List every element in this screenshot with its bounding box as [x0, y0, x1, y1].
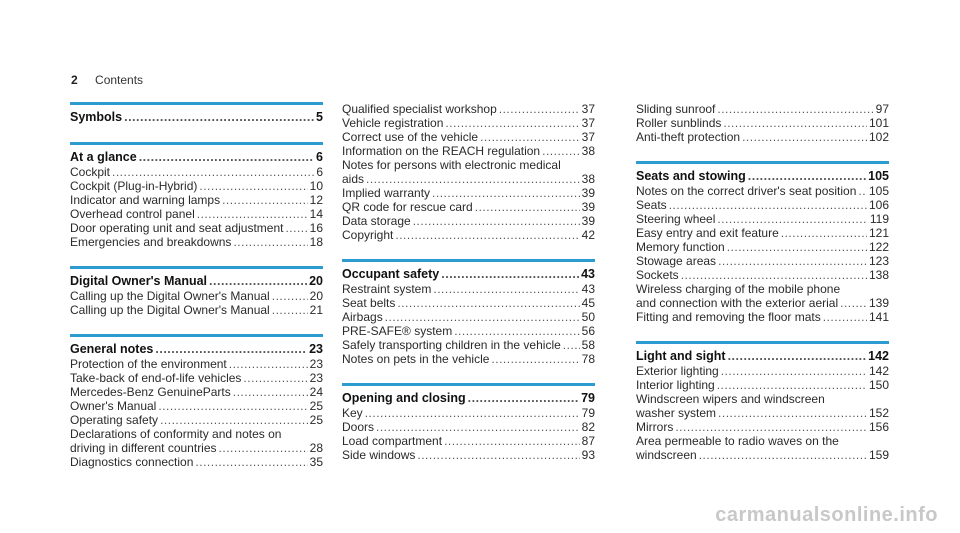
section-page: 23	[309, 342, 323, 356]
toc-entry[interactable]	[342, 186, 595, 200]
entry-page: 93	[581, 448, 595, 462]
toc-entry[interactable]	[342, 352, 595, 366]
entry-page: 97	[875, 102, 889, 116]
leader-dots	[468, 391, 579, 405]
leader-dots	[717, 378, 867, 392]
leader-dots	[365, 406, 580, 420]
section-spacer	[70, 317, 323, 334]
toc-entry[interactable]	[636, 212, 889, 226]
entry-label: Calling up the Digital Owner's Manual	[70, 289, 270, 303]
toc-entry[interactable]	[636, 268, 889, 282]
leader-dots	[727, 240, 867, 254]
entry-label: Operating safety	[70, 413, 159, 427]
entry-label: windscreen	[636, 448, 697, 462]
entry-page: 24	[309, 385, 323, 399]
toc-entry[interactable]	[636, 420, 889, 434]
entry-page: 39	[581, 200, 595, 214]
entry-page: 18	[309, 235, 323, 249]
leader-dots	[840, 296, 867, 310]
leader-dots	[491, 352, 579, 366]
entry-label: Sockets	[636, 268, 679, 282]
entry-label: Memory function	[636, 240, 725, 254]
section-title: At a glance	[70, 150, 137, 164]
entry-page: 101	[868, 116, 889, 130]
toc-section	[636, 102, 889, 144]
entry-label: Wireless charging of the mobile phone	[636, 282, 841, 296]
entry-page: 43	[581, 282, 595, 296]
entry-label: Mirrors	[636, 420, 674, 434]
section-page: 142	[868, 349, 889, 363]
leader-dots	[721, 364, 867, 378]
entry-label: aids	[342, 172, 365, 186]
section-page: 20	[309, 274, 323, 288]
section-title: Digital Owner's Manual	[70, 274, 208, 288]
toc-entry[interactable]	[636, 364, 889, 378]
leader-dots	[542, 144, 580, 158]
entry-label: Data storage	[342, 214, 411, 228]
entry-page: 138	[868, 268, 889, 282]
entry-label: Qualified specialist workshop	[342, 102, 497, 116]
entry-page: 28	[309, 441, 323, 455]
section-title: Symbols	[70, 110, 123, 124]
leader-dots	[858, 184, 867, 198]
entry-label: Safely transporting children in the vehicle	[342, 338, 561, 352]
entry-label: Emergencies and breakdowns	[70, 235, 232, 249]
toc-entry[interactable]	[342, 102, 595, 116]
toc-section	[636, 144, 889, 324]
entry-label: Owner's Manual	[70, 399, 157, 413]
toc-column-1	[70, 102, 323, 469]
entry-label: and connection with the exterior aerial	[636, 296, 839, 310]
leader-dots	[285, 221, 307, 235]
toc-entry[interactable]	[70, 303, 323, 317]
leader-dots	[718, 254, 867, 268]
section-divider	[342, 383, 595, 386]
entry-label: Take-back of end-of-life vehicles	[70, 371, 242, 385]
toc-section	[342, 102, 595, 242]
entry-label: Restraint system	[342, 282, 432, 296]
toc-entry[interactable]	[636, 296, 889, 310]
leader-dots	[155, 342, 307, 356]
entry-page: 139	[868, 296, 889, 310]
entry-label: Windscreen wipers and windscreen	[636, 392, 825, 406]
leader-dots	[742, 130, 867, 144]
leader-dots	[366, 172, 580, 186]
toc-entry[interactable]	[342, 200, 595, 214]
entry-label: Area permeable to radio waves on the	[636, 434, 839, 448]
section-page: 43	[581, 267, 595, 281]
entry-label: Load compartment	[342, 434, 443, 448]
toc-entry[interactable]	[70, 441, 323, 455]
toc-entry[interactable]	[636, 226, 889, 240]
section-divider	[636, 341, 889, 344]
leader-dots	[433, 282, 579, 296]
leader-dots	[199, 179, 307, 193]
entry-label: Easy entry and exit feature	[636, 226, 779, 240]
leader-dots	[669, 198, 867, 212]
leader-dots	[195, 455, 307, 469]
section-divider	[636, 161, 889, 164]
toc-entry[interactable]	[342, 338, 595, 352]
section-divider	[70, 142, 323, 145]
entry-label: Fitting and removing the floor mats	[636, 310, 821, 324]
entry-label: Protection of the environment	[70, 357, 227, 371]
leader-dots	[717, 102, 873, 116]
leader-dots	[681, 268, 867, 282]
entry-label: Door operating unit and seat adjustment	[70, 221, 284, 235]
section-title: Opening and closing	[342, 391, 466, 405]
leader-dots	[209, 274, 307, 288]
section-spacer	[342, 366, 595, 383]
toc-entry[interactable]	[342, 282, 595, 296]
page-header	[71, 73, 143, 87]
toc-entry[interactable]	[342, 228, 595, 242]
toc-entry[interactable]	[342, 310, 595, 324]
toc-section-heading[interactable]	[70, 342, 323, 356]
entry-page: 123	[868, 254, 889, 268]
entry-page: 156	[868, 420, 889, 434]
entry-label: washer system	[636, 406, 717, 420]
toc-entry[interactable]	[70, 289, 323, 303]
leader-dots	[413, 214, 580, 228]
toc-section-heading[interactable]	[70, 274, 323, 288]
toc-section	[70, 102, 323, 124]
entry-label: Sliding sunroof	[636, 102, 716, 116]
entry-page: 35	[309, 455, 323, 469]
toc-entry[interactable]	[70, 357, 323, 371]
toc-section	[636, 324, 889, 462]
entry-page: 21	[309, 303, 323, 317]
entry-page: 121	[868, 226, 889, 240]
toc-entry[interactable]	[342, 296, 595, 310]
entry-label: Vehicle registration	[342, 116, 444, 130]
entry-page: 141	[868, 310, 889, 324]
toc-entry[interactable]	[70, 221, 323, 235]
toc-section	[342, 242, 595, 366]
leader-dots	[197, 207, 308, 221]
entry-label: Copyright	[342, 228, 394, 242]
leader-dots	[675, 420, 867, 434]
toc-entry[interactable]	[636, 434, 889, 448]
entry-label: Notes for persons with electronic medical	[342, 158, 561, 172]
entry-label: Side windows	[342, 448, 416, 462]
toc-entry[interactable]	[636, 406, 889, 420]
leader-dots	[243, 371, 307, 385]
entry-label: Seats	[636, 198, 667, 212]
entry-page: 14	[309, 207, 323, 221]
toc-entry[interactable]	[342, 144, 595, 158]
toc-entry[interactable]	[636, 116, 889, 130]
leader-dots	[432, 186, 580, 200]
toc-section-heading[interactable]	[70, 110, 323, 124]
entry-page: 37	[581, 102, 595, 116]
toc-entry[interactable]	[70, 413, 323, 427]
entry-page: 20	[309, 289, 323, 303]
section-page: 5	[316, 110, 323, 124]
entry-page: 37	[581, 130, 595, 144]
entry-label: Indicator and warning lamps	[70, 193, 221, 207]
entry-page: 50	[581, 310, 595, 324]
toc-entry[interactable]	[342, 324, 595, 338]
toc-entry[interactable]	[70, 399, 323, 413]
entry-page: 159	[868, 448, 889, 462]
toc-section-heading[interactable]	[636, 169, 889, 183]
leader-dots	[475, 200, 580, 214]
toc-column-3	[636, 102, 889, 462]
entry-label: driving in different countries	[70, 441, 217, 455]
entry-label: Key	[342, 406, 363, 420]
section-page: 79	[581, 391, 595, 405]
entry-page: 25	[309, 399, 323, 413]
leader-dots	[158, 399, 307, 413]
toc-column-2	[342, 102, 595, 462]
toc-entry[interactable]	[70, 207, 323, 221]
toc-entry[interactable]	[342, 130, 595, 144]
leader-dots	[728, 349, 867, 363]
toc-section-heading[interactable]	[70, 150, 323, 164]
entry-label: Cockpit	[70, 165, 111, 179]
toc-entry[interactable]	[70, 371, 323, 385]
entry-page: 12	[309, 193, 323, 207]
toc-entry[interactable]	[636, 448, 889, 462]
entry-page: 23	[309, 357, 323, 371]
entry-label: Cockpit (Plug-in-Hybrid)	[70, 179, 198, 193]
toc-entry[interactable]	[636, 282, 889, 296]
entry-label: Exterior lighting	[636, 364, 719, 378]
section-page: 6	[316, 150, 323, 164]
toc-entry[interactable]	[636, 310, 889, 324]
entry-page: 58	[581, 338, 595, 352]
leader-dots	[718, 406, 867, 420]
section-divider	[70, 102, 323, 105]
entry-page: 10	[309, 179, 323, 193]
toc-entry[interactable]	[342, 420, 595, 434]
section-spacer	[342, 242, 595, 259]
entry-label: PRE-SAFE® system	[342, 324, 453, 338]
entry-page: 102	[868, 130, 889, 144]
entry-page: 42	[581, 228, 595, 242]
leader-dots	[563, 338, 580, 352]
section-title: Light and sight	[636, 349, 726, 363]
leader-dots	[385, 310, 580, 324]
entry-label: Doors	[342, 420, 375, 434]
toc-entry[interactable]	[636, 198, 889, 212]
entry-page: 6	[316, 165, 323, 179]
leader-dots	[445, 116, 579, 130]
entry-label: Stowage areas	[636, 254, 717, 268]
leader-dots	[454, 324, 579, 338]
leader-dots	[748, 169, 866, 183]
entry-page: 23	[309, 371, 323, 385]
leader-dots	[441, 267, 579, 281]
toc-entry[interactable]	[342, 406, 595, 420]
entry-label: Steering wheel	[636, 212, 716, 226]
section-title: General notes	[70, 342, 154, 356]
leader-dots	[395, 228, 579, 242]
section-page: 105	[868, 169, 889, 183]
entry-page: 45	[581, 296, 595, 310]
toc-entry[interactable]	[70, 455, 323, 469]
toc-entry[interactable]	[636, 392, 889, 406]
entry-page: 38	[581, 172, 595, 186]
toc-entry[interactable]	[70, 193, 323, 207]
toc-section-heading[interactable]	[342, 391, 595, 405]
entry-page: 152	[868, 406, 889, 420]
entry-page: 37	[581, 116, 595, 130]
entry-label: Notes on the correct driver's seat position	[636, 184, 857, 198]
leader-dots	[229, 357, 308, 371]
leader-dots	[160, 413, 308, 427]
entry-label: Information on the REACH regulation	[342, 144, 541, 158]
toc-entry[interactable]	[636, 102, 889, 116]
leader-dots	[112, 165, 314, 179]
toc-section-heading[interactable]	[342, 267, 595, 281]
toc-entry[interactable]	[636, 240, 889, 254]
entry-label: Overhead control panel	[70, 207, 195, 221]
toc-entry[interactable]	[342, 116, 595, 130]
toc-entry[interactable]	[342, 448, 595, 462]
entry-page: 16	[309, 221, 323, 235]
entry-label: QR code for rescue card	[342, 200, 473, 214]
toc-entry[interactable]	[70, 427, 323, 441]
entry-page: 39	[581, 186, 595, 200]
leader-dots	[444, 434, 580, 448]
section-spacer	[70, 125, 323, 142]
toc-entry[interactable]	[70, 235, 323, 249]
section-spacer	[70, 249, 323, 266]
page-number: 2	[71, 73, 78, 87]
toc-section	[70, 249, 323, 317]
leader-dots	[723, 116, 867, 130]
leader-dots	[272, 303, 308, 317]
toc-section	[70, 125, 323, 249]
leader-dots	[417, 448, 579, 462]
entry-page: 105	[868, 184, 889, 198]
entry-page: 87	[581, 434, 595, 448]
entry-page: 142	[868, 364, 889, 378]
entry-label: Mercedes-Benz GenuineParts	[70, 385, 231, 399]
entry-label: Correct use of the vehicle	[342, 130, 479, 144]
entry-label: Roller sunblinds	[636, 116, 722, 130]
entry-label: Implied warranty	[342, 186, 431, 200]
entry-page: 56	[581, 324, 595, 338]
leader-dots	[397, 296, 579, 310]
section-title: Occupant safety	[342, 267, 440, 281]
toc-section-heading[interactable]	[636, 349, 889, 363]
section-title: Seats and stowing	[636, 169, 746, 183]
section-spacer	[636, 144, 889, 161]
toc-section	[70, 317, 323, 469]
entry-page: 82	[581, 420, 595, 434]
leader-dots	[823, 310, 867, 324]
entry-label: Seat belts	[342, 296, 396, 310]
entry-page: 79	[581, 406, 595, 420]
leader-dots	[376, 420, 580, 434]
section-divider	[70, 334, 323, 337]
section-spacer	[636, 324, 889, 341]
leader-dots	[233, 235, 307, 249]
entry-label: Airbags	[342, 310, 383, 324]
section-divider	[70, 266, 323, 269]
toc-entry[interactable]	[636, 130, 889, 144]
toc-entry[interactable]	[342, 434, 595, 448]
leader-dots	[781, 226, 867, 240]
entry-label: Declarations of conformity and notes on	[70, 427, 282, 441]
entry-page: 119	[869, 212, 889, 226]
leader-dots	[222, 193, 308, 207]
leader-dots	[219, 441, 308, 455]
leader-dots	[139, 150, 314, 164]
toc-entry[interactable]	[70, 165, 323, 179]
section-divider	[342, 259, 595, 262]
entry-page: 122	[868, 240, 889, 254]
leader-dots	[499, 102, 580, 116]
entry-page: 39	[581, 214, 595, 228]
toc-entry[interactable]	[636, 378, 889, 392]
entry-page: 106	[868, 198, 889, 212]
leader-dots	[717, 212, 867, 226]
entry-page: 38	[581, 144, 595, 158]
entry-label: Anti-theft protection	[636, 130, 741, 144]
toc-entry[interactable]	[636, 184, 889, 198]
leader-dots	[272, 289, 308, 303]
entry-label: Diagnostics connection	[70, 455, 194, 469]
toc-entry[interactable]	[636, 254, 889, 268]
entry-label: Interior lighting	[636, 378, 715, 392]
entry-page: 78	[581, 352, 595, 366]
entry-page: 25	[309, 413, 323, 427]
toc-section	[342, 366, 595, 462]
entry-page: 150	[868, 378, 889, 392]
toc-entry[interactable]	[342, 158, 595, 172]
leader-dots	[699, 448, 867, 462]
toc-entry[interactable]	[342, 214, 595, 228]
leader-dots	[480, 130, 580, 144]
page-title: Contents	[95, 73, 144, 87]
toc-entry[interactable]	[342, 172, 595, 186]
entry-label: Calling up the Digital Owner's Manual	[70, 303, 270, 317]
watermark-logo: carmanualsonline.info	[715, 504, 938, 526]
leader-dots	[124, 110, 314, 124]
entry-label: Notes on pets in the vehicle	[342, 352, 490, 366]
toc-entry[interactable]	[70, 179, 323, 193]
leader-dots	[233, 385, 308, 399]
toc-entry[interactable]	[70, 385, 323, 399]
